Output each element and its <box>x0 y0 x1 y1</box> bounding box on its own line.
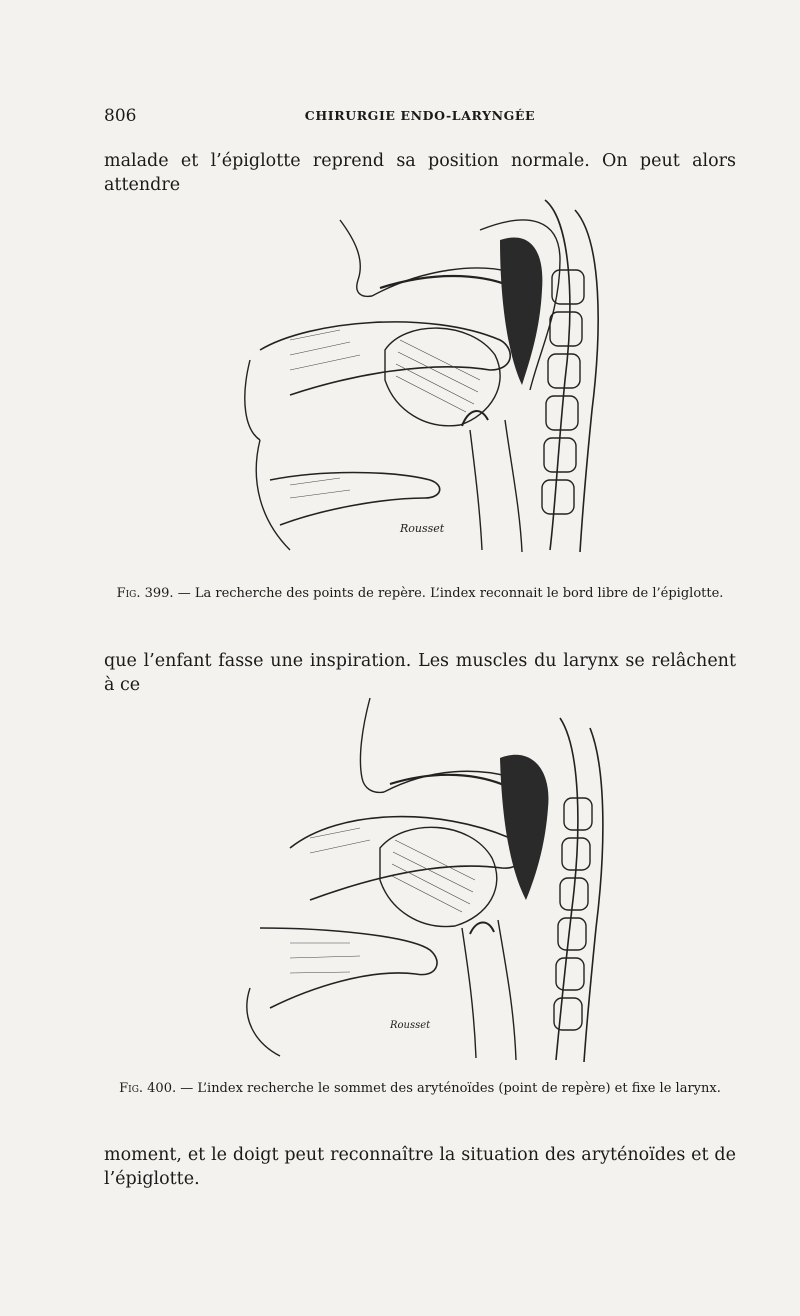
figure-400-label: Fig. 400. <box>119 1081 177 1096</box>
figure-400-caption-text: — L’index recherche le sommet des aryténoïdes (point de repère) et fixe le larynx. <box>180 1081 721 1096</box>
figure-399-caption-text: — La recherche des points de repère. L’index reconnait le bord libre de l’épiglotte. <box>177 586 724 601</box>
body-paragraph: moment, et le doigt peut reconnaître la situation des aryténoïdes et de l’épiglotte. <box>104 1145 736 1189</box>
figure-399-caption <box>104 585 736 602</box>
body-paragraph: malade et l’épiglotte reprend sa position normale. On peut alors attendre <box>104 151 736 195</box>
engraver-signature: Rousset <box>390 1020 431 1031</box>
page-number: 806 <box>104 106 137 126</box>
figure-399-illustration <box>230 180 610 570</box>
figure-399-label: Fig. 399. <box>116 586 174 601</box>
figure-400-caption <box>104 1080 736 1097</box>
running-head: CHIRURGIE ENDO-LARYNGÉE <box>304 108 536 123</box>
body-paragraph: que l’enfant fasse une inspiration. Les muscles du larynx se relâchent à ce <box>104 651 736 695</box>
anatomical-engraving <box>230 688 610 1068</box>
anatomical-engraving <box>230 180 610 570</box>
figure-400-illustration <box>230 688 610 1068</box>
engraver-signature: Rousset <box>400 522 445 535</box>
page-header <box>104 106 736 130</box>
